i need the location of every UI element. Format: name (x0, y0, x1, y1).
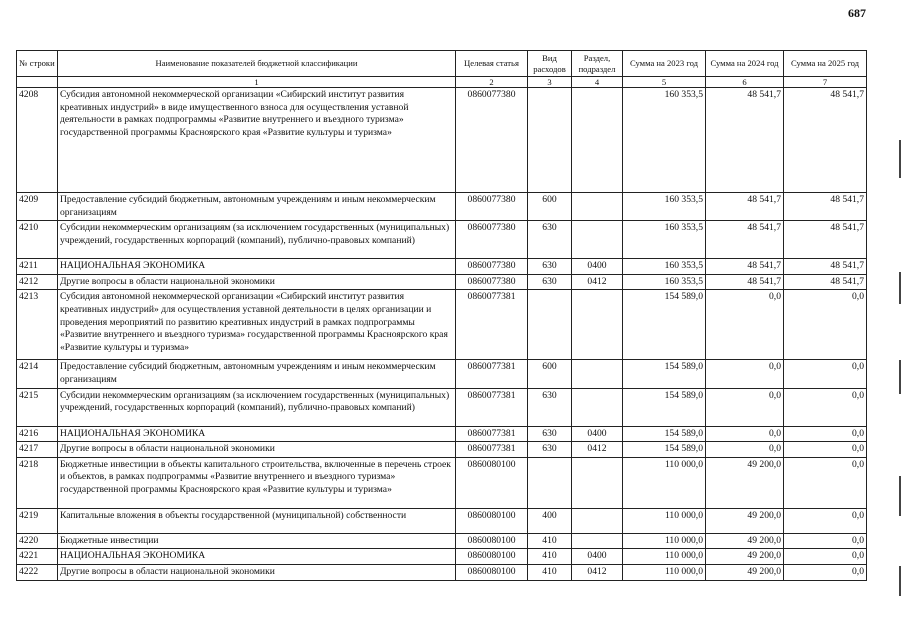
row-name: Бюджетные инвестиции (58, 533, 456, 549)
scan-edge-mark (899, 476, 901, 516)
scan-edge-mark (899, 272, 901, 304)
sum-2024: 48 541,7 (706, 221, 784, 259)
sum-2024: 0,0 (706, 360, 784, 388)
table-row (17, 533, 867, 549)
sum-2023: 154 589,0 (623, 360, 706, 388)
sum-2025: 48 541,7 (784, 274, 867, 290)
sum-2024: 0,0 (706, 426, 784, 442)
sum-2024: 49 200,0 (706, 549, 784, 565)
row-number: 4216 (17, 426, 58, 442)
row-name: Бюджетные инвестиции в объекты капитального строительства, включенные в перечень строек и объектов, в рамках подпрограммы «Развитие внутреннего и въездного туризма» государственной программы Красноярского края «Развитие культуры и туризма» (58, 457, 456, 508)
table-row (17, 549, 867, 565)
table-row (17, 457, 867, 508)
column-number: 5 (623, 77, 706, 88)
sum-2024: 48 541,7 (706, 259, 784, 275)
page-number: 687 (848, 6, 866, 20)
row-name: Субсидия автономной некоммерческой организации «Сибирский институт развития креативных индустрий» в виде имущественного взноса для осуществления уставной деятельности в рамках подпрограммы «Развитие внутреннего и въездного туризма» государственной программы Красноярского края «Развитие культуры и туризма» (58, 88, 456, 193)
expense-type: 630 (528, 388, 572, 426)
target-code: 0860080100 (456, 508, 528, 533)
header-section: Раздел, подраздел (572, 51, 623, 77)
target-code: 0860077380 (456, 221, 528, 259)
expense-type (528, 88, 572, 193)
row-number: 4218 (17, 457, 58, 508)
sum-2025: 48 541,7 (784, 88, 867, 193)
column-number (17, 77, 58, 88)
scan-edge-mark (899, 566, 901, 596)
column-number: 6 (706, 77, 784, 88)
scan-edge-mark (899, 140, 901, 178)
expense-type: 600 (528, 193, 572, 221)
sum-2025: 48 541,7 (784, 259, 867, 275)
row-number: 4214 (17, 360, 58, 388)
table-row (17, 259, 867, 275)
row-name: НАЦИОНАЛЬНАЯ ЭКОНОМИКА (58, 259, 456, 275)
sum-2024: 49 200,0 (706, 564, 784, 580)
sum-2023: 160 353,5 (623, 259, 706, 275)
sum-2024: 48 541,7 (706, 88, 784, 193)
sum-2023: 160 353,5 (623, 193, 706, 221)
header-target: Целевая статья (456, 51, 528, 77)
table-row (17, 88, 867, 193)
row-name: Другие вопросы в области национальной экономики (58, 274, 456, 290)
row-number: 4210 (17, 221, 58, 259)
sum-2025: 48 541,7 (784, 221, 867, 259)
row-number: 4219 (17, 508, 58, 533)
sum-2023: 160 353,5 (623, 221, 706, 259)
header-expense-type: Вид расходов (528, 51, 572, 77)
expense-type: 630 (528, 221, 572, 259)
target-code: 0860077380 (456, 274, 528, 290)
target-code: 0860077381 (456, 442, 528, 458)
section-code: 0412 (572, 564, 623, 580)
expense-type: 410 (528, 549, 572, 565)
target-code: 0860077380 (456, 259, 528, 275)
row-name: Капитальные вложения в объекты государственной (муниципальной) собственности (58, 508, 456, 533)
row-number: 4222 (17, 564, 58, 580)
table-row (17, 290, 867, 360)
row-name: НАЦИОНАЛЬНАЯ ЭКОНОМИКА (58, 426, 456, 442)
row-name: Предоставление субсидий бюджетным, автономным учреждениям и иным некоммерческим организациям (58, 360, 456, 388)
sum-2025: 0,0 (784, 457, 867, 508)
sum-2024: 49 200,0 (706, 533, 784, 549)
row-number: 4215 (17, 388, 58, 426)
row-number: 4209 (17, 193, 58, 221)
sum-2025: 0,0 (784, 442, 867, 458)
target-code: 0860080100 (456, 564, 528, 580)
sum-2024: 0,0 (706, 290, 784, 360)
header-name: Наименование показателей бюджетной классификации (58, 51, 456, 77)
table-row (17, 388, 867, 426)
scan-edge-mark (899, 360, 901, 394)
sum-2024: 0,0 (706, 388, 784, 426)
target-code: 0860080100 (456, 533, 528, 549)
target-code: 0860077381 (456, 360, 528, 388)
section-code (572, 388, 623, 426)
expense-type: 630 (528, 274, 572, 290)
target-code: 0860077381 (456, 388, 528, 426)
row-number: 4211 (17, 259, 58, 275)
row-name: Другие вопросы в области национальной экономики (58, 564, 456, 580)
target-code: 0860080100 (456, 549, 528, 565)
expense-type: 630 (528, 442, 572, 458)
column-number: 3 (528, 77, 572, 88)
sum-2023: 110 000,0 (623, 564, 706, 580)
table-row (17, 442, 867, 458)
expense-type: 630 (528, 426, 572, 442)
sum-2024: 49 200,0 (706, 508, 784, 533)
sum-2024: 48 541,7 (706, 274, 784, 290)
section-code (572, 221, 623, 259)
sum-2023: 160 353,5 (623, 274, 706, 290)
expense-type: 410 (528, 564, 572, 580)
row-number: 4221 (17, 549, 58, 565)
section-code: 0412 (572, 442, 623, 458)
sum-2023: 154 589,0 (623, 388, 706, 426)
row-number: 4212 (17, 274, 58, 290)
section-code (572, 533, 623, 549)
row-name: НАЦИОНАЛЬНАЯ ЭКОНОМИКА (58, 549, 456, 565)
column-number: 7 (784, 77, 867, 88)
target-code: 0860077381 (456, 426, 528, 442)
section-code (572, 360, 623, 388)
table-row (17, 274, 867, 290)
target-code: 0860077381 (456, 290, 528, 360)
expense-type: 400 (528, 508, 572, 533)
sum-2023: 110 000,0 (623, 508, 706, 533)
section-code (572, 193, 623, 221)
sum-2023: 160 353,5 (623, 88, 706, 193)
header-sum-2025: Сумма на 2025 год (784, 51, 867, 77)
row-number: 4217 (17, 442, 58, 458)
target-code: 0860077380 (456, 193, 528, 221)
section-code: 0400 (572, 259, 623, 275)
sum-2024: 49 200,0 (706, 457, 784, 508)
column-number: 2 (456, 77, 528, 88)
expense-type: 410 (528, 533, 572, 549)
sum-2023: 154 589,0 (623, 426, 706, 442)
header-row-no: № строки (17, 51, 58, 77)
section-code (572, 88, 623, 193)
sum-2025: 48 541,7 (784, 193, 867, 221)
sum-2024: 0,0 (706, 442, 784, 458)
header-row (17, 51, 867, 77)
sum-2024: 48 541,7 (706, 193, 784, 221)
sum-2023: 154 589,0 (623, 290, 706, 360)
table-row (17, 360, 867, 388)
section-code (572, 290, 623, 360)
sum-2025: 0,0 (784, 290, 867, 360)
table-row (17, 193, 867, 221)
section-code: 0412 (572, 274, 623, 290)
sum-2025: 0,0 (784, 549, 867, 565)
sum-2025: 0,0 (784, 426, 867, 442)
target-code: 0860080100 (456, 457, 528, 508)
table-row (17, 508, 867, 533)
row-number: 4208 (17, 88, 58, 193)
column-number: 1 (58, 77, 456, 88)
sum-2025: 0,0 (784, 388, 867, 426)
sum-2025: 0,0 (784, 533, 867, 549)
section-code: 0400 (572, 549, 623, 565)
sum-2025: 0,0 (784, 360, 867, 388)
sum-2025: 0,0 (784, 564, 867, 580)
table-row (17, 564, 867, 580)
row-number: 4213 (17, 290, 58, 360)
sum-2023: 154 589,0 (623, 442, 706, 458)
table-row (17, 221, 867, 259)
section-code: 0400 (572, 426, 623, 442)
sum-2023: 110 000,0 (623, 457, 706, 508)
sum-2023: 110 000,0 (623, 533, 706, 549)
expense-type: 600 (528, 360, 572, 388)
header-sum-2024: Сумма на 2024 год (706, 51, 784, 77)
header-sum-2023: Сумма на 2023 год (623, 51, 706, 77)
expense-type (528, 290, 572, 360)
row-name: Субсидии некоммерческим организациям (за исключением государственных (муниципальных) учреждений, государственных корпораций (компаний), публично-правовых компаний) (58, 221, 456, 259)
row-name: Другие вопросы в области национальной экономики (58, 442, 456, 458)
section-code (572, 508, 623, 533)
row-name: Субсидия автономной некоммерческой организации «Сибирский институт развития креативных индустрий» для осуществления уставной деятельности в целях организации и проведения мероприятий по развитию креативных индустрий в рамках подпрограммы «Развитие внутреннего и въездного туризма» государственной программы Красноярского края «Развитие культуры и туризма» (58, 290, 456, 360)
row-number: 4220 (17, 533, 58, 549)
expense-type (528, 457, 572, 508)
row-name: Субсидии некоммерческим организациям (за исключением государственных (муниципальных) учреждений, государственных корпораций (компаний), публично-правовых компаний) (58, 388, 456, 426)
column-number-row (17, 77, 867, 88)
target-code: 0860077380 (456, 88, 528, 193)
expense-type: 630 (528, 259, 572, 275)
sum-2023: 110 000,0 (623, 549, 706, 565)
table-row (17, 426, 867, 442)
budget-table (16, 50, 867, 581)
section-code (572, 457, 623, 508)
column-number: 4 (572, 77, 623, 88)
sum-2025: 0,0 (784, 508, 867, 533)
row-name: Предоставление субсидий бюджетным, автономным учреждениям и иным некоммерческим организациям (58, 193, 456, 221)
